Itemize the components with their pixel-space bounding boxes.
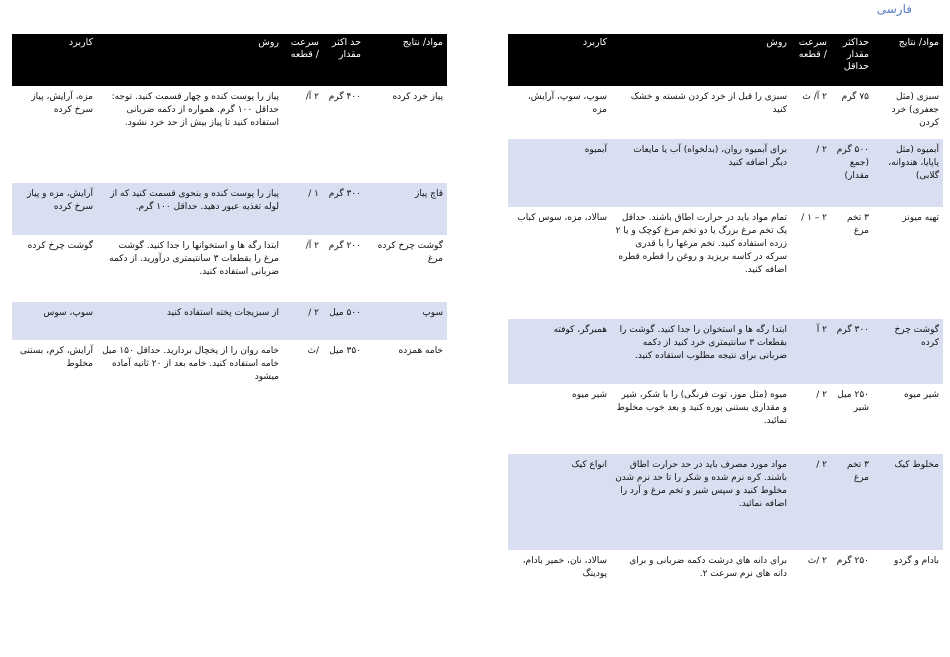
col-header-material: مواد/ نتایج	[873, 34, 943, 86]
cell-method: سبزی را قبل از خرد کردن شسته و خشک کنید	[630, 92, 787, 115]
cell-amount: ۲۵۰ گرم	[836, 556, 869, 566]
cell-method: تمام مواد باید در حرارت اطاق باشند. حداقل یک تخم مرغ بزرگ یا دو تخم مرغ کوچک و یا ۲ زرده استفاده کنید. تخم مرغها را با قدری سرکه در کاسه بریزید و روغن را قطره قطره اضافه کنید.	[615, 213, 787, 275]
cell-material: تهیه میونز	[902, 213, 939, 223]
cell-usage: گوشت چرخ کرده	[27, 241, 93, 251]
cell-usage: آرایش، کرم، بستنی مخلوط	[19, 346, 93, 369]
cell-usage: انواع کیک	[508, 454, 611, 550]
language-label: فارسی	[876, 2, 912, 16]
cell-speed: ۲ /	[816, 390, 827, 400]
cell-amount: ۳۰۰ گرم	[831, 319, 873, 384]
cell-amount: ۲۰۰ گرم	[328, 241, 361, 251]
col-header-speed: سرعت / قطعه	[791, 34, 831, 86]
cell-speed: ۲ /	[791, 139, 831, 207]
cell-material: پیاز خرد کرده	[392, 92, 443, 102]
table-row	[12, 302, 447, 340]
cell-speed: ۲ /ث	[807, 556, 827, 566]
cell-speed: ۲ آ/	[305, 241, 319, 251]
col-header-method: روش	[611, 34, 791, 86]
cell-material: بادام و گردو	[894, 556, 939, 566]
cell-method: ابتدا رگه ها و استخوانها را جدا کنید. گوشت مرغ را بقطعات ۳ سانتیمتری درآورید. از دکمه ضربانی استفاده کنید.	[109, 241, 279, 277]
cell-method: پیاز را پوست کنده و بنحوی قسمت کنید که از لوله تغذیه عبور دهید. حداقل ۱۰۰ گرم.	[97, 183, 283, 235]
cell-method: از سبزیجات پخته استفاده کنید	[97, 302, 283, 340]
table-row	[12, 340, 447, 400]
cell-method: مواد مورد مصرف باید در حد حرارت اطاق باشند. کره نرم شده و شکر را تا حد نرم شدن مخلوط کنید و سپس شیر و تخم مرغ و آرد را اضافه نمائید.	[611, 454, 791, 550]
cell-amount: ۳ تخم مرغ	[846, 213, 869, 236]
cell-method: برای آبمیوه روان، (بدلخواه) آب یا مایعات دیگر اضافه کنید	[611, 139, 791, 207]
cell-speed: ۲ آ/	[305, 92, 319, 102]
table-row	[508, 86, 943, 139]
cell-material: آبمیوه (مثل پاپایا، هندوانه، گلابی)	[873, 139, 943, 207]
cell-amount: ۳۰۰ گرم	[323, 183, 365, 235]
cell-material: گوشت چرخ کرده مرغ	[377, 241, 443, 264]
table-row	[508, 454, 943, 550]
table-row	[12, 86, 447, 183]
cell-material: مخلوط کیک	[873, 454, 943, 550]
table-row	[12, 183, 447, 235]
cell-material: قاچ پیاز	[365, 183, 447, 235]
cell-amount: ۳۵۰ میل	[329, 346, 361, 356]
cell-amount: ۵۰۰ میل	[323, 302, 365, 340]
cell-method: پیاز را پوست کنده و چهار قسمت کنید. توجه: حداقل ۱۰۰ گرم. همواره از دکمه ضربانی استفاده کنید تا پیاز بیش از حد خرد نشود.	[111, 92, 279, 128]
table-row	[508, 384, 943, 454]
cell-speed: ۲ /	[283, 302, 323, 340]
col-header-amount: حداکثر مقدار حداقل	[831, 34, 873, 86]
settings-table-left	[12, 34, 447, 400]
col-header-speed: سرعت / قطعه	[283, 34, 323, 86]
cell-method: خامه روان را از یخچال بردارید. حداقل ۱۵۰ میل خامه استفاده کنید. خامه بعد از ۲۰ ثانیه آماده میشود	[102, 346, 279, 382]
cell-material: گوشت چرخ کرده	[873, 319, 943, 384]
cell-speed: ۱ /	[283, 183, 323, 235]
cell-speed: ۲ – ۱ /	[801, 213, 827, 223]
cell-usage: سالاد، نان، خمیر بادام، پودینگ	[522, 556, 607, 579]
table-row	[508, 207, 943, 319]
cell-usage: سوپ، سوپ، آرایش، مزه	[527, 92, 607, 115]
table-row	[12, 235, 447, 302]
cell-amount: ۵۰۰ گرم (جمع مقدار)	[831, 139, 873, 207]
cell-usage: مزه، آرایش، پیاز سرخ کرده	[31, 92, 93, 115]
cell-usage: آرایش، مزه و پیاز سرخ کرده	[12, 183, 97, 235]
cell-material: خامه همزده	[398, 346, 443, 356]
cell-material: سوپ	[365, 302, 447, 340]
cell-amount: ۲۵۰ میل شیر	[837, 390, 869, 413]
cell-speed: ۲ آ	[791, 319, 831, 384]
cell-material: سبزی (مثل جعفری) خرد کردن	[891, 92, 939, 128]
cell-method: برای دانه های درشت دکمه ضربانی و برای دانه های نرم سرعت ۲.	[629, 556, 787, 579]
table-row	[508, 319, 943, 384]
cell-speed: /ث	[307, 346, 319, 356]
table-row	[508, 139, 943, 207]
col-header-usage: کاربرد	[12, 34, 97, 86]
cell-usage: آبمیوه	[508, 139, 611, 207]
cell-method: ابتدا رگه ها و استخوان را جدا کنید. گوشت را بقطعات ۳ سانتیمتری خرد کنید از دکمه ضربانی برای نتیجه مطلوب استفاده کنید.	[611, 319, 791, 384]
settings-table-right	[508, 34, 943, 620]
cell-usage: همبرگر، کوفته	[508, 319, 611, 384]
cell-usage: سوپ، سوس	[12, 302, 97, 340]
col-header-method: روش	[97, 34, 283, 86]
table-header-row	[12, 34, 447, 86]
cell-material: شیر میوه	[904, 390, 939, 400]
col-header-amount: حد اکثر مقدار	[323, 34, 365, 86]
cell-amount: ۳ تخم مرغ	[831, 454, 873, 550]
table-row	[508, 550, 943, 620]
col-header-usage: کاربرد	[508, 34, 611, 86]
table-header-row	[508, 34, 943, 86]
cell-amount: ۴۰۰ گرم	[328, 92, 361, 102]
cell-amount: ۷۵ گرم	[841, 92, 869, 102]
cell-method: میوه (مثل موز، توت فرنگی) را با شکر، شیر و مقداری بستنی پوره کنید و بعد خوب مخلوط نمائید.	[616, 390, 787, 426]
cell-speed: ۲ آ/ ث	[802, 92, 827, 102]
cell-usage: شیر میوه	[572, 390, 607, 400]
cell-speed: ۲ /	[791, 454, 831, 550]
col-header-material: مواد/ نتایج	[365, 34, 447, 86]
cell-usage: سالاد، مزه، سوس کباب	[517, 213, 607, 223]
